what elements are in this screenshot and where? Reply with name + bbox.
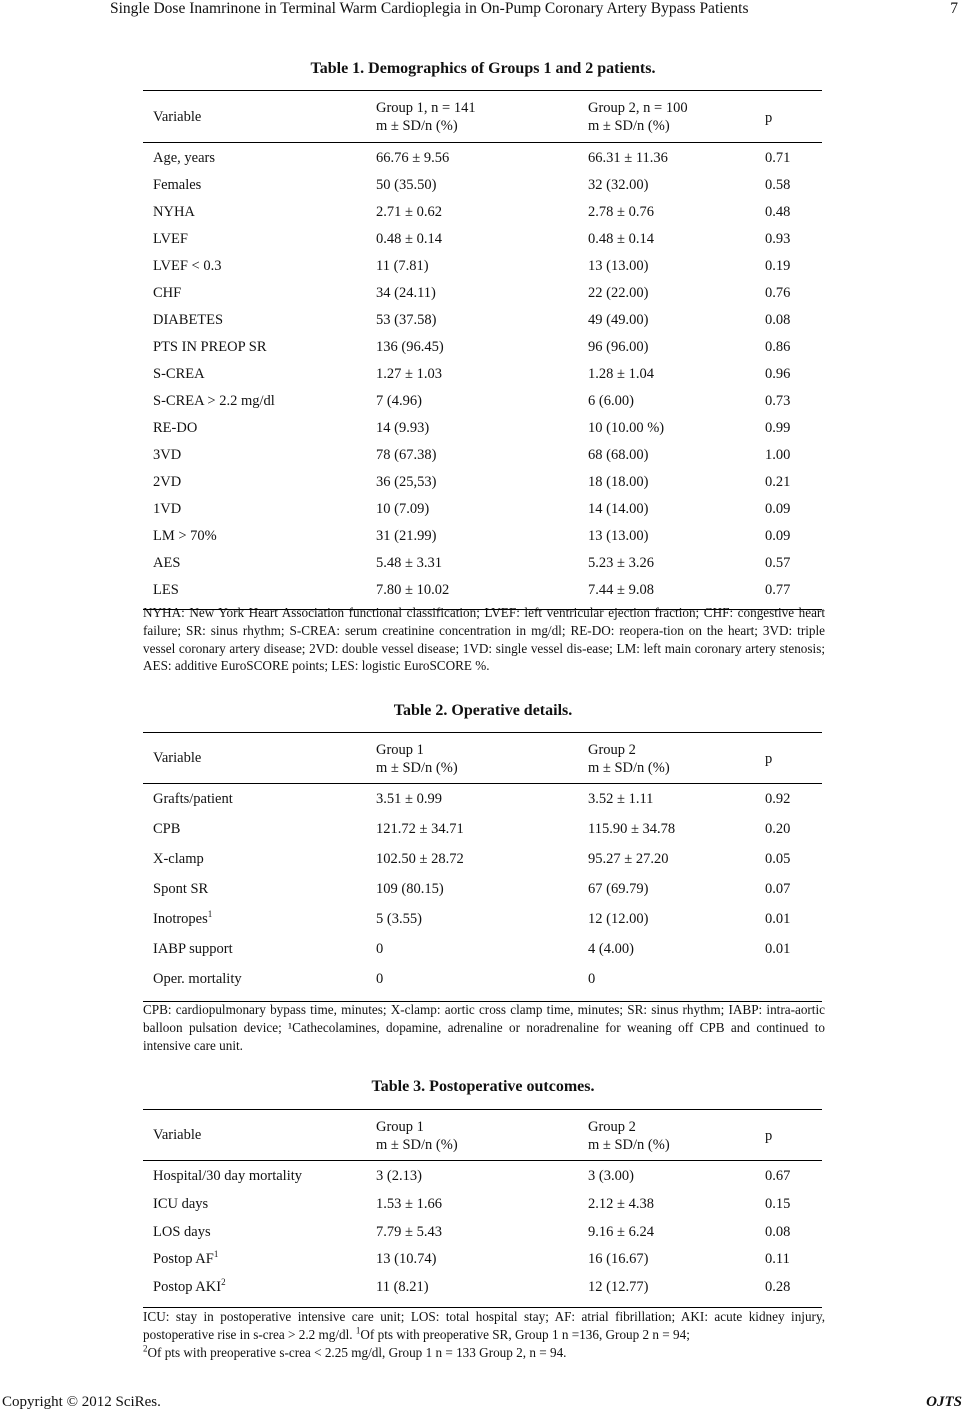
variable-text: Grafts/patient [153,791,233,807]
cell-p: 0.58 [765,177,791,193]
cell-variable: LM > 70% [153,528,217,544]
cell-p: 0.96 [765,366,791,382]
table2-note: CPB: cardiopulmonary bypass time, minutes; X-clamp: aortic cross clamp time, minutes; SR: sinus rhythm; IABP: intra-aortic balloon pulsation device; ¹Cathecolamines, dopamine, adrenaline or noradrenaline for weaning off CPB and continued to intensive care unit. [143,1002,825,1053]
header-group2-unit: m ± SD/n (%) [588,760,670,776]
header-group1-unit: m ± SD/n (%) [376,118,458,134]
table2-header [143,732,822,784]
header-group1 [376,1118,458,1154]
cell-variable [153,971,242,988]
cell-g1: 0.48 ± 0.14 [376,231,442,247]
cell-g1: 7.80 ± 10.02 [376,582,450,598]
cell-g1: 1.27 ± 1.03 [376,366,442,382]
variable-text: LOS days [153,1223,211,1240]
cell-g2: 7.44 ± 9.08 [588,582,654,598]
table-row [143,881,822,911]
header-group1-title: Group 1, n = 141 [376,100,476,116]
cell-g1: 5.48 ± 3.31 [376,555,442,571]
cell-variable: LVEF [153,231,188,247]
variable-text: Hospital/30 day mortality [153,1168,303,1184]
copyright: Copyright © 2012 SciRes. [2,1394,161,1410]
header-group1 [376,741,458,777]
table1-note: NYHA: New York Heart Association functional classification; LVEF: left ventricular ejection fraction; CHF: congestive heart failure; SR: sinus rhythm; S-CREA: serum creatinine concentration in mg/dl; RE-DO: reopera-tion on the heart; 3VD: triple vessel coronary artery disease; 2VD: double vessel disease; 1VD: single vessel dis-ease; LM: left main coronary artery stenosis; AES: additive EuroSCORE points; LES: logistic EuroSCORE %. [143,605,825,674]
variable-text: Oper. mortality [153,971,242,987]
table-row [143,501,822,528]
cell-variable: PTS IN PREOP SR [153,339,267,355]
cell-g1: 13 (10.74) [376,1251,437,1268]
header-group2-unit: m ± SD/n (%) [588,1137,670,1153]
table-row [143,555,822,582]
cell-g2: 14 (14.00) [588,501,649,517]
header-variable: Variable [153,1127,202,1143]
cell-g1: 14 (9.93) [376,420,430,436]
cell-variable [153,821,180,838]
header-group2-unit: m ± SD/n (%) [588,118,670,134]
cell-p: 0.93 [765,231,791,247]
cell-variable: LVEF < 0.3 [153,258,222,274]
cell-g2: 2.78 ± 0.76 [588,204,654,220]
cell-g2: 95.27 ± 27.20 [588,851,669,867]
table-row [143,285,822,312]
cell-variable [153,911,212,928]
cell-g2: 67 (69.79) [588,881,649,897]
cell-variable: 1VD [153,501,182,517]
variable-text: Spont SR [153,881,209,897]
cell-variable [153,941,233,958]
footnote-marker: 2 [143,1343,148,1354]
cell-variable [153,1168,302,1185]
variable-text: Postop AKI [153,1279,222,1296]
cell-variable: CHF [153,285,182,301]
cell-p: 1.00 [765,447,791,463]
table-row [143,474,822,501]
cell-g1: 66.76 ± 9.56 [376,150,450,166]
cell-g1: 3 (2.13) [376,1168,422,1184]
table-row [143,258,822,285]
table-row [143,177,822,204]
cell-g1: 11 (7.81) [376,258,429,274]
variable-text: IABP support [153,941,233,957]
cell-p: 0.73 [765,393,791,409]
table-row [143,821,822,851]
cell-g2: 10 (10.00 %) [588,420,665,436]
cell-variable: Age, years [153,150,216,166]
header-variable: Variable [153,750,202,766]
cell-g1: 136 (96.45) [376,339,444,355]
header-p: p [765,110,773,126]
table-row [143,204,822,231]
cell-p: 0.86 [765,339,791,355]
header-group1 [376,99,476,135]
variable-text: CPB [153,821,181,837]
cell-g2: 0.48 ± 0.14 [588,231,654,247]
table3-title: Table 3. Postoperative outcomes. [371,1078,595,1095]
cell-g2: 13 (13.00) [588,528,649,544]
cell-p: 0.21 [765,474,791,490]
cell-g1: 102.50 ± 28.72 [376,851,464,867]
table3-body [143,1161,822,1307]
cell-variable: NYHA [153,204,195,220]
cell-g2: 2.12 ± 4.38 [588,1195,654,1212]
running-title: Single Dose Inamrinone in Terminal Warm Cardioplegia in On-Pump Coronary Artery Bypass Patients [110,0,749,17]
header-group2 [588,99,688,135]
note-text: ICU: stay in postoperative intensive care unit; LOS: total hospital stay; AF: atrial fibrillation; AKI: acute kidney injury, postoperative rise in s-crea > 2.2 mg/dl. [143,1309,825,1342]
cell-g2: 12 (12.00) [588,911,649,927]
cell-variable: LES [153,582,179,598]
cell-g1: 5 (3.55) [376,911,422,927]
cell-variable: 2VD [153,474,182,490]
header-group2-title: Group 2 [588,1119,636,1135]
footnote-marker: 1 [355,1325,361,1336]
table2-body [143,784,822,1001]
cell-p: 0.67 [765,1168,791,1184]
footnote-marker: 1 [213,1249,219,1260]
cell-variable [153,1279,226,1296]
cell-variable: S-CREA > 2.2 mg/dl [153,393,275,409]
header-p: p [765,751,773,767]
variable-text: Inotropes [153,911,208,927]
table-row [143,1196,822,1224]
cell-g1: 2.71 ± 0.62 [376,204,442,220]
cell-g1: 0 [376,971,384,987]
table3-note [143,1308,825,1361]
cell-variable [153,851,204,868]
cell-variable [153,791,233,808]
cell-g1: 109 (80.15) [376,881,444,897]
cell-g1: 3.51 ± 0.99 [376,791,442,807]
table3-header [143,1109,822,1161]
cell-p: 0.28 [765,1279,791,1296]
header-group2-title: Group 2, n = 100 [588,100,688,116]
cell-p: 0.57 [765,555,791,571]
cell-g2: 68 (68.00) [588,447,649,463]
cell-g2: 3 (3.00) [588,1168,634,1184]
cell-variable: S-CREA [153,366,205,382]
cell-g2: 5.23 ± 3.26 [588,555,654,571]
cell-g2: 49 (49.00) [588,312,649,328]
cell-p: 0.08 [765,312,791,328]
cell-p: 0.05 [765,851,791,867]
cell-p: 0.07 [765,881,791,897]
cell-variable [153,1251,218,1268]
table-row [143,941,822,971]
running-head [0,0,966,22]
table-row [143,231,822,258]
cell-g2: 1.28 ± 1.04 [588,366,654,382]
cell-variable [153,1224,211,1241]
table1-header [143,90,822,143]
table2 [143,732,822,1002]
cell-p: 0.77 [765,582,791,598]
cell-p: 0.01 [765,941,791,957]
cell-g1: 7.79 ± 5.43 [376,1223,442,1240]
cell-variable [153,881,208,898]
table-row [143,1279,822,1307]
cell-g2: 0 [588,971,596,987]
cell-g2: 13 (13.00) [588,258,649,274]
cell-g2: 32 (32.00) [588,177,649,193]
cell-g1: 1.53 ± 1.66 [376,1195,442,1212]
cell-variable: 3VD [153,447,182,463]
cell-p: 0.20 [765,821,791,837]
cell-g2: 96 (96.00) [588,339,649,355]
cell-g2: 4 (4.00) [588,941,634,957]
table2-title: Table 2. Operative details. [393,702,573,719]
cell-g1: 10 (7.09) [376,501,430,517]
table-row [143,1168,822,1196]
cell-g2: 12 (12.77) [588,1279,649,1296]
cell-variable: Females [153,177,202,193]
cell-g2: 9.16 ± 6.24 [588,1223,654,1240]
cell-p: 0.11 [765,1251,790,1268]
variable-text: Postop AF [153,1251,214,1268]
cell-g2: 115.90 ± 34.78 [588,821,676,837]
cell-g1: 11 (8.21) [376,1279,429,1296]
header-group1-title: Group 1 [376,1119,424,1135]
header-group2-title: Group 2 [588,742,636,758]
note-text: Of pts with preoperative SR, Group 1 n =136, Group 2 n = 94; [360,1326,690,1342]
variable-text: ICU days [153,1195,209,1212]
table-row [143,339,822,366]
table1-body [143,143,822,609]
journal-abbrev: OJTS [926,1394,962,1410]
header-variable: Variable [153,109,202,125]
cell-g1: 78 (67.38) [376,447,437,463]
header-group2 [588,741,670,777]
cell-variable: RE-DO [153,420,198,436]
cell-variable [153,1196,208,1213]
table-row [143,366,822,393]
cell-g1: 34 (24.11) [376,285,436,301]
table-row [143,150,822,177]
cell-p: 0.09 [765,501,791,517]
variable-text: X-clamp [153,851,204,867]
header-group1-title: Group 1 [376,742,424,758]
cell-variable: DIABETES [153,312,224,328]
cell-g1: 0 [376,941,384,957]
cell-g1: 7 (4.96) [376,393,422,409]
header-p: p [765,1128,773,1144]
table-row [143,911,822,941]
table-row [143,971,822,1001]
table-row [143,1224,822,1252]
header-group1-unit: m ± SD/n (%) [376,1137,458,1153]
header-group2 [588,1118,670,1154]
footnote-marker: 2 [221,1277,226,1288]
cell-g1: 50 (35.50) [376,177,437,193]
cell-g2: 22 (22.00) [588,285,649,301]
cell-p: 0.99 [765,420,791,436]
cell-g1: 31 (21.99) [376,528,437,544]
table-row [143,851,822,881]
cell-p: 0.71 [765,150,791,166]
table1 [143,90,822,610]
cell-p: 0.01 [765,911,791,927]
cell-p: 0.15 [765,1195,791,1212]
cell-p: 0.09 [765,528,791,544]
table-row [143,447,822,474]
cell-variable: AES [153,555,181,571]
note-text: Of pts with preoperative s-crea < 2.25 mg/dl, Group 1 n = 133 Group 2, n = 94. [147,1344,567,1360]
cell-g2: 3.52 ± 1.11 [588,791,654,807]
table-row [143,791,822,821]
cell-p: 0.19 [765,258,791,274]
cell-g1: 53 (37.58) [376,312,437,328]
cell-p: 0.76 [765,285,791,301]
table-row [143,1251,822,1279]
header-group1-unit: m ± SD/n (%) [376,760,458,776]
cell-g2: 6 (6.00) [588,393,634,409]
page-number: 7 [950,0,958,17]
table1-title: Table 1. Demographics of Groups 1 and 2 patients. [310,60,656,77]
table3 [143,1109,822,1308]
cell-p: 0.48 [765,204,791,220]
footnote-marker: 1 [207,909,213,920]
cell-g2: 66.31 ± 11.36 [588,150,668,166]
cell-g2: 16 (16.67) [588,1251,649,1268]
table-row [143,393,822,420]
cell-p: 0.92 [765,791,791,807]
table-row [143,528,822,555]
table-row [143,312,822,339]
cell-g2: 18 (18.00) [588,474,649,490]
cell-g1: 121.72 ± 34.71 [376,821,464,837]
cell-g1: 36 (25,53) [376,474,437,490]
cell-p: 0.08 [765,1223,791,1240]
table-row [143,420,822,447]
